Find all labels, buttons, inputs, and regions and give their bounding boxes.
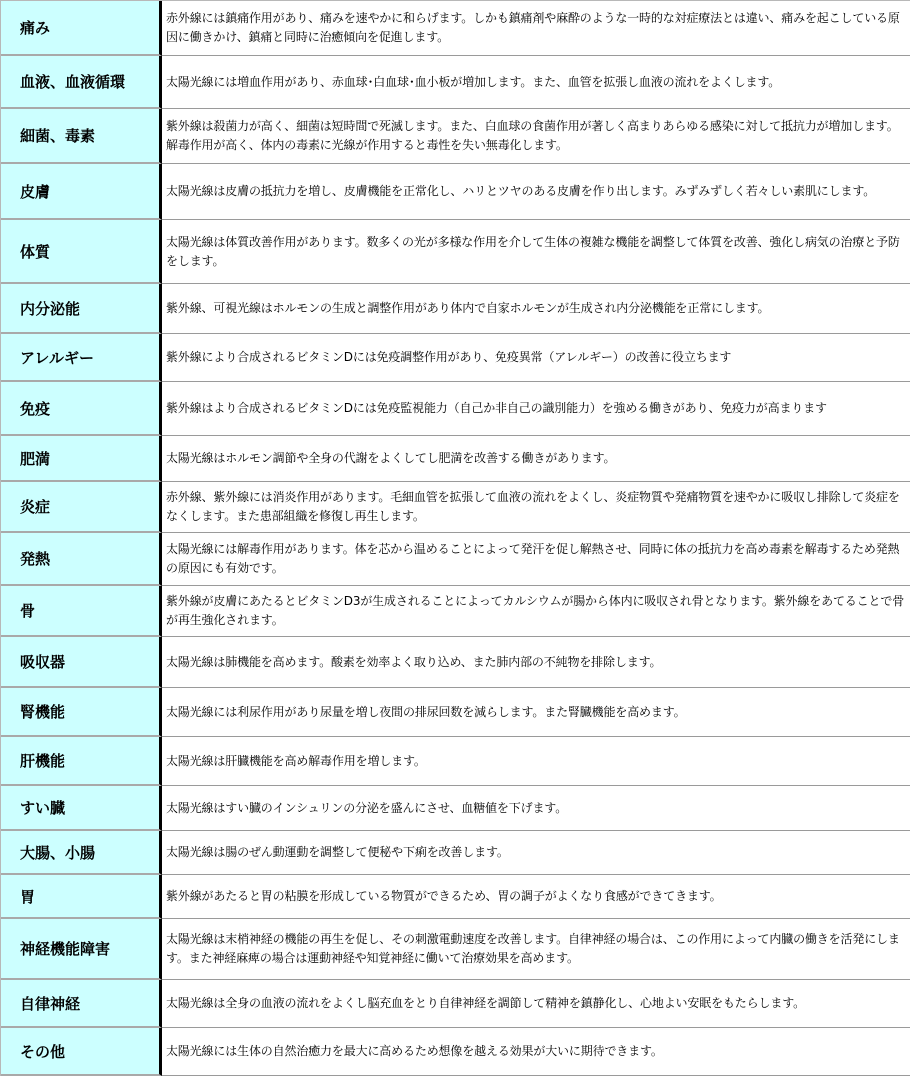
table-row: [1, 382, 910, 436]
table-row: [1, 919, 910, 980]
row-description: 太陽光線は全身の血液の流れをよくし脳充血をとり自律神経を調節して精神を鎮静化し、心地よい安眠をもたらします。: [162, 980, 910, 1028]
row-description: 赤外線には鎮痛作用があり、痛みを速やかに和らげます。しかも鎮痛剤や麻酔のような一時的な対症療法とは違い、痛みを起こしている原因に働きかけ、鎮痛と同時に治癒傾向を促進します。: [162, 1, 910, 56]
table-row: [1, 56, 910, 109]
table-row: [1, 1028, 910, 1076]
row-description: 太陽光線はすい臓のインシュリンの分泌を盛んにさせ、血糖値を下げます。: [162, 786, 910, 831]
row-term: アレルギー: [1, 334, 162, 382]
table-row: [1, 482, 910, 533]
row-description: 太陽光線は肝臓機能を高め解毒作用を増します。: [162, 737, 910, 786]
row-description: 紫外線があたると胃の粘膜を形成している物質ができるため、胃の調子がよくなり食感ができてきます。: [162, 875, 910, 919]
row-description: 太陽光線には解毒作用があります。体を芯から温めることによって発汗を促し解熱させ、同時に体の抵抗力を高め毒素を解毒するため発熱の原因にも有効です。: [162, 533, 910, 586]
row-term: 胃: [1, 875, 162, 919]
table-row: [1, 831, 910, 875]
row-description: 太陽光線は肺機能を高めます。酸素を効率よく取り込め、また肺内部の不純物を排除します。: [162, 637, 910, 688]
row-term: 細菌、毒素: [1, 109, 162, 164]
row-description: 太陽光線は体質改善作用があります。数多くの光が多様な作用を介して生体の複雑な機能を調整して体質を改善、強化し病気の治療と予防をします。: [162, 220, 910, 284]
row-description: 太陽光線は皮膚の抵抗力を増し、皮膚機能を正常化し、ハリとツヤのある皮膚を作り出します。みずみずしく若々しい素肌にします。: [162, 164, 910, 220]
table-row: [1, 980, 910, 1028]
row-description: 太陽光線には利尿作用があり尿量を増し夜間の排尿回数を減らします。また腎臓機能を高めます。: [162, 688, 910, 737]
row-term: 免疫: [1, 382, 162, 436]
row-term: 大腸、小腸: [1, 831, 162, 875]
table-row: [1, 586, 910, 637]
row-description: 紫外線はより合成されるビタミンDには免疫監視能力（自己か非自己の識別能力）を強める働きがあり、免疫力が高まります: [162, 382, 910, 436]
row-description: 太陽光線は腸のぜん動運動を調整して便秘や下痢を改善します。: [162, 831, 910, 875]
row-term: 自律神経: [1, 980, 162, 1028]
row-term: 骨: [1, 586, 162, 637]
row-term: その他: [1, 1028, 162, 1076]
row-description: 赤外線、紫外線には消炎作用があります。毛細血管を拡張して血液の流れをよくし、炎症物質や発痛物質を速やかに吸収し排除して炎症をなくします。また患部組織を修復し再生します。: [162, 482, 910, 533]
row-term: 吸収器: [1, 637, 162, 688]
row-term: 肥満: [1, 436, 162, 482]
table-row: [1, 1, 910, 56]
row-term: 血液、血液循環: [1, 56, 162, 109]
row-term: 炎症: [1, 482, 162, 533]
row-description: 紫外線により合成されるビタミンDには免疫調整作用があり、免疫異常（アレルギー）の改善に役立ちます: [162, 334, 910, 382]
row-term: 内分泌能: [1, 284, 162, 334]
row-description: 太陽光線は末梢神経の機能の再生を促し、その刺激電動速度を改善します。自律神経の場合は、この作用によって内臓の働きを活発にします。また神経麻痺の場合は運動神経や知覚神経に働いて治療効果を高めます。: [162, 919, 910, 980]
table-row: [1, 737, 910, 786]
row-term: 神経機能障害: [1, 919, 162, 980]
row-description: 紫外線、可視光線はホルモンの生成と調整作用があり体内で自家ホルモンが生成され内分泌機能を正常にします。: [162, 284, 910, 334]
row-term: すい臓: [1, 786, 162, 831]
table-row: [1, 109, 910, 164]
table-row: [1, 436, 910, 482]
row-description: 紫外線は殺菌力が高く、細菌は短時間で死滅します。また、白血球の食菌作用が著しく高まりあらゆる感染に対して抵抗力が増加します。解毒作用が高く、体内の毒素に光線が作用すると毒性を失い無毒化します。: [162, 109, 910, 164]
row-description: 紫外線が皮膚にあたるとビタミンD3が生成されることによってカルシウムが腸から体内に吸収され骨となります。紫外線をあてることで骨が再生強化されます。: [162, 586, 910, 637]
table-row: [1, 875, 910, 919]
table-row: [1, 220, 910, 284]
table-row: [1, 533, 910, 586]
row-description: 太陽光線には増血作用があり、赤血球･白血球･血小板が増加します。また、血管を拡張し血液の流れをよくします。: [162, 56, 910, 109]
table-row: [1, 688, 910, 737]
table-row: [1, 334, 910, 382]
row-description: 太陽光線には生体の自然治癒力を最大に高めるため想像を越える効果が大いに期待できます。: [162, 1028, 910, 1076]
row-term: 腎機能: [1, 688, 162, 737]
row-term: 体質: [1, 220, 162, 284]
row-term: 発熱: [1, 533, 162, 586]
table-row: [1, 786, 910, 831]
row-term: 皮膚: [1, 164, 162, 220]
table-row: [1, 637, 910, 688]
row-term: 肝機能: [1, 737, 162, 786]
row-term: 痛み: [1, 1, 162, 56]
table-row: [1, 164, 910, 220]
row-description: 太陽光線はホルモン調節や全身の代謝をよくしてし肥満を改善する働きがあります。: [162, 436, 910, 482]
table-row: [1, 284, 910, 334]
